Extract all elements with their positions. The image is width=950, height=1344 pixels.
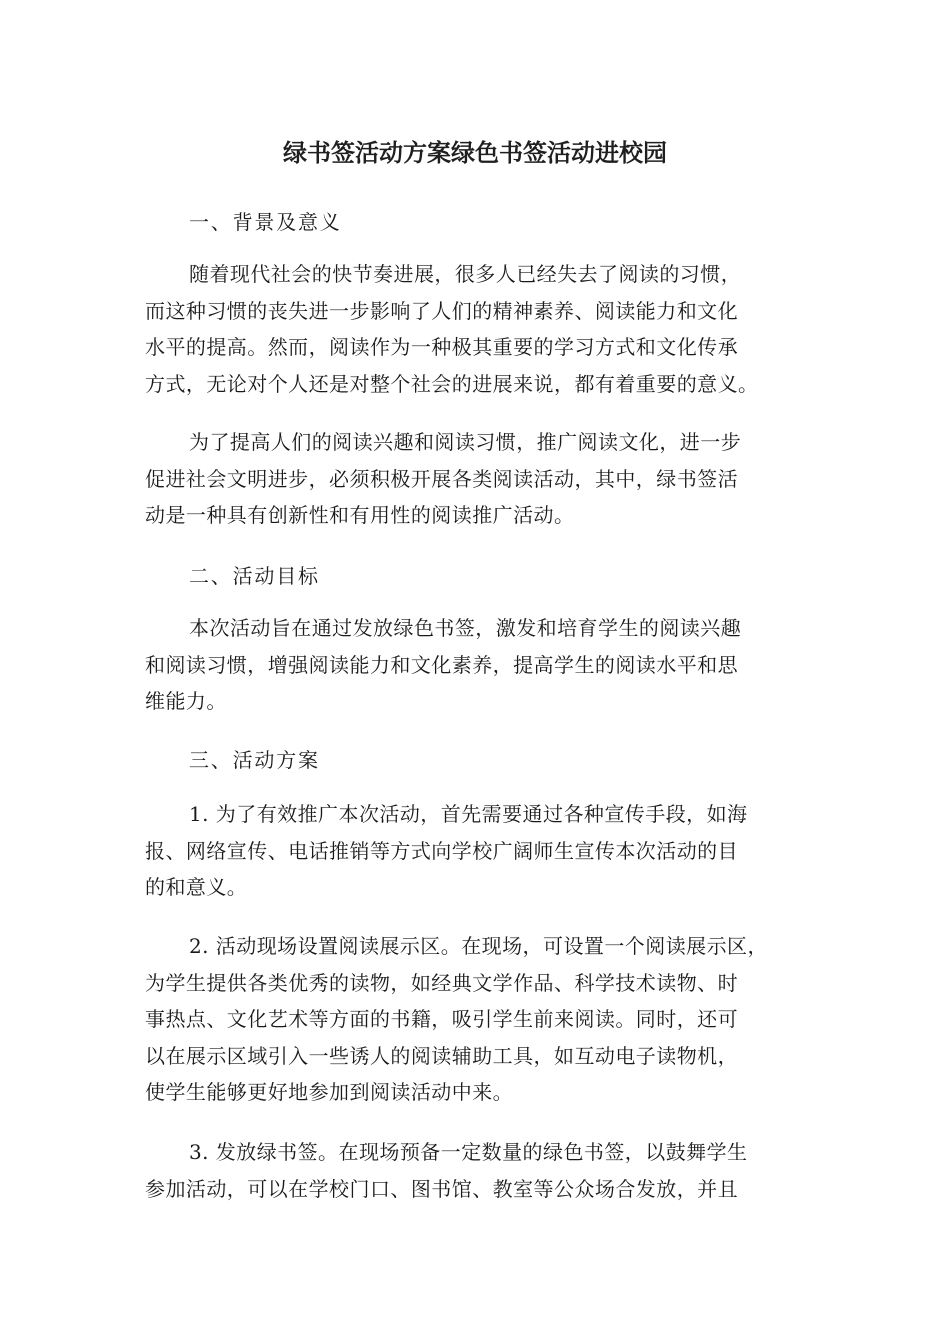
text-line: 一、背景及意义 [189, 210, 342, 234]
text-line: 以在展示区域引入一些诱人的阅读辅助工具，如互动电子读物机， [145, 1043, 739, 1068]
text-line: 2. 活动现场设置阅读展示区。在现场，可设置一个阅读展示区， [189, 934, 768, 958]
paragraph-background-1 [145, 256, 810, 402]
text-line: 报、网络宣传、电话推销等方式向学校广阔师生宣传本次活动的目 [145, 838, 739, 863]
text-line: 和阅读习惯，增强阅读能力和文化素养，提高学生的阅读水平和思 [145, 652, 739, 677]
text-line: 三、活动方案 [189, 748, 320, 772]
text-line: 使学生能够更好地参加到阅读活动中来。 [145, 1080, 514, 1104]
paragraph-plan-2 [145, 928, 810, 1111]
text-line: 为了提高人们的阅读兴趣和阅读习惯，推广阅读文化，进一步 [189, 430, 742, 454]
text-line: 随着现代社会的快节奏进展，很多人已经失去了阅读的习惯， [189, 262, 742, 286]
paragraph-background-2 [145, 424, 810, 534]
text-line: 3. 发放绿书签。在现场预备一定数量的绿色书签，以鼓舞学生 [189, 1140, 748, 1164]
text-line: 为学生提供各类优秀的读物，如经典文学作品、科学技术读物、时 [145, 970, 739, 995]
section-heading-background [145, 204, 810, 241]
text-line: 促进社会文明进步，必须积极开展各类阅读活动，其中，绿书签活 [145, 466, 739, 491]
text-line: 本次活动旨在通过发放绿色书签，激发和培育学生的阅读兴趣 [189, 616, 742, 640]
text-line: 维能力。 [145, 689, 227, 713]
section-heading-plan [145, 742, 810, 779]
text-line: 事热点、文化艺术等方面的书籍，吸引学生前来阅读。同时，还可 [145, 1007, 739, 1031]
text-line: 参加活动，可以在学校门口、图书馆、教室等公众场合发放，并且 [145, 1176, 739, 1201]
text-line: 的和意义。 [145, 875, 248, 899]
text-line: 而这种习惯的丧失进一步影响了人们的精神素养、阅读能力和文化 [145, 298, 739, 323]
paragraph-plan-3 [145, 1134, 810, 1207]
paragraph-goals [145, 610, 810, 720]
text-line: 二、活动目标 [189, 564, 320, 588]
text-line: 动是一种具有创新性和有用性的阅读推广活动。 [145, 503, 575, 527]
paragraph-plan-1 [145, 796, 810, 906]
text-line: 方式，无论对个人还是对整个社会的进展来说，都有着重要的意义。 [145, 371, 759, 396]
section-heading-goals [145, 558, 810, 595]
document-title: 绿书签活动方案绿色书签活动进校园 [283, 139, 667, 167]
text-line: 水平的提高。然而，阅读作为一种极其重要的学习方式和文化传承 [145, 335, 739, 359]
text-line: 1. 为了有效推广本次活动，首先需要通过各种宣传手段，如海 [189, 802, 748, 826]
